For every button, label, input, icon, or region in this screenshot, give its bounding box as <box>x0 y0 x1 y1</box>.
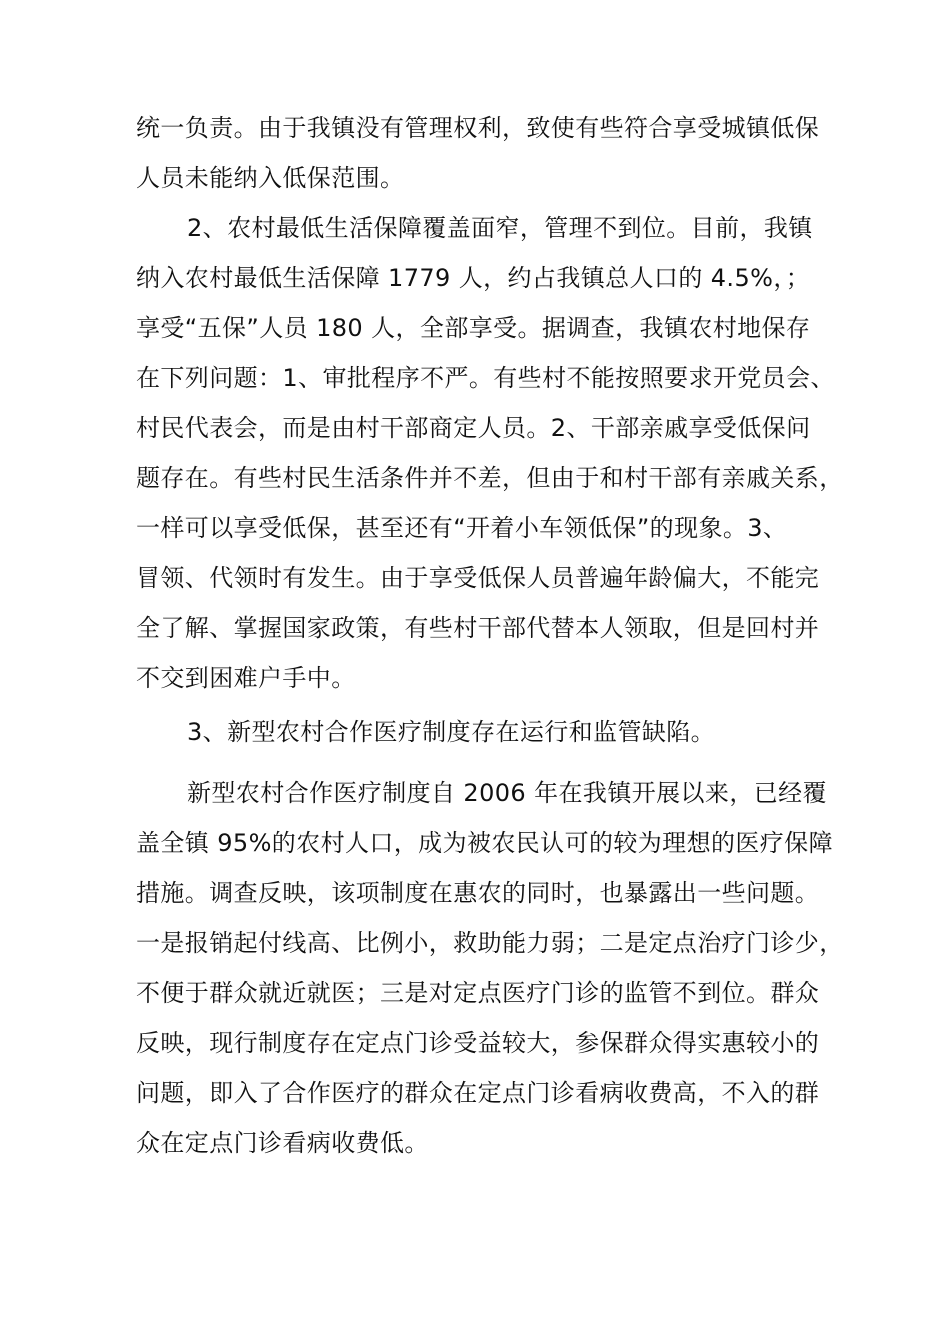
text-line: 措施。调查反映，该项制度在惠农的同时，也暴露出一些问题。 <box>136 879 820 907</box>
text-line: 一是报销起付线高、比例小，救助能力弱；二是定点治疗门诊少， <box>136 929 844 957</box>
text-line: 盖全镇 95%的农村人口，成为被农民认可的较为理想的医疗保障 <box>136 829 833 857</box>
text-line: 统一负责。由于我镇没有管理权利，致使有些符合享受城镇低保 <box>136 114 820 142</box>
text-line: 不交到困难户手中。 <box>136 664 356 692</box>
text-line: 2、农村最低生活保障覆盖面窄，管理不到位。目前，我镇 <box>187 214 813 242</box>
text-line: 纳入农村最低生活保障 1779 人，约占我镇总人口的 4.5%，； <box>136 264 811 292</box>
text-line: 享受“五保”人员 180 人，全部享受。据调查，我镇农村地保存 <box>136 314 811 342</box>
text-line: 题存在。有些村民生活条件并不差，但由于和村干部有亲戚关系， <box>136 464 844 492</box>
text-line: 众在定点门诊看病收费低。 <box>136 1129 429 1157</box>
text-line: 冒领、代领时有发生。由于享受低保人员普遍年龄偏大，不能完 <box>136 564 820 592</box>
text-line: 问题，即入了合作医疗的群众在定点门诊看病收费高，不入的群 <box>136 1079 820 1107</box>
text-line: 不便于群众就近就医；三是对定点医疗门诊的监管不到位。群众 <box>136 979 820 1007</box>
text-line: 在下列问题：1、审批程序不严。有些村不能按照要求开党员会、 <box>136 364 835 392</box>
text-line: 一样可以享受低保，甚至还有“开着小车领低保”的现象。3、 <box>136 514 788 542</box>
text-line: 新型农村合作医疗制度自 2006 年在我镇开展以来，已经覆 <box>187 779 827 807</box>
text-line: 人员未能纳入低保范围。 <box>136 164 405 192</box>
section-heading: 3、新型农村合作医疗制度存在运行和监管缺陷。 <box>187 718 716 746</box>
text-line: 反映，现行制度存在定点门诊受益较大，参保群众得实惠较小的 <box>136 1029 820 1057</box>
text-line: 全了解、掌握国家政策，有些村干部代替本人领取，但是回村并 <box>136 614 820 642</box>
text-line: 村民代表会，而是由村干部商定人员。2、干部亲戚享受低保问 <box>136 414 811 442</box>
